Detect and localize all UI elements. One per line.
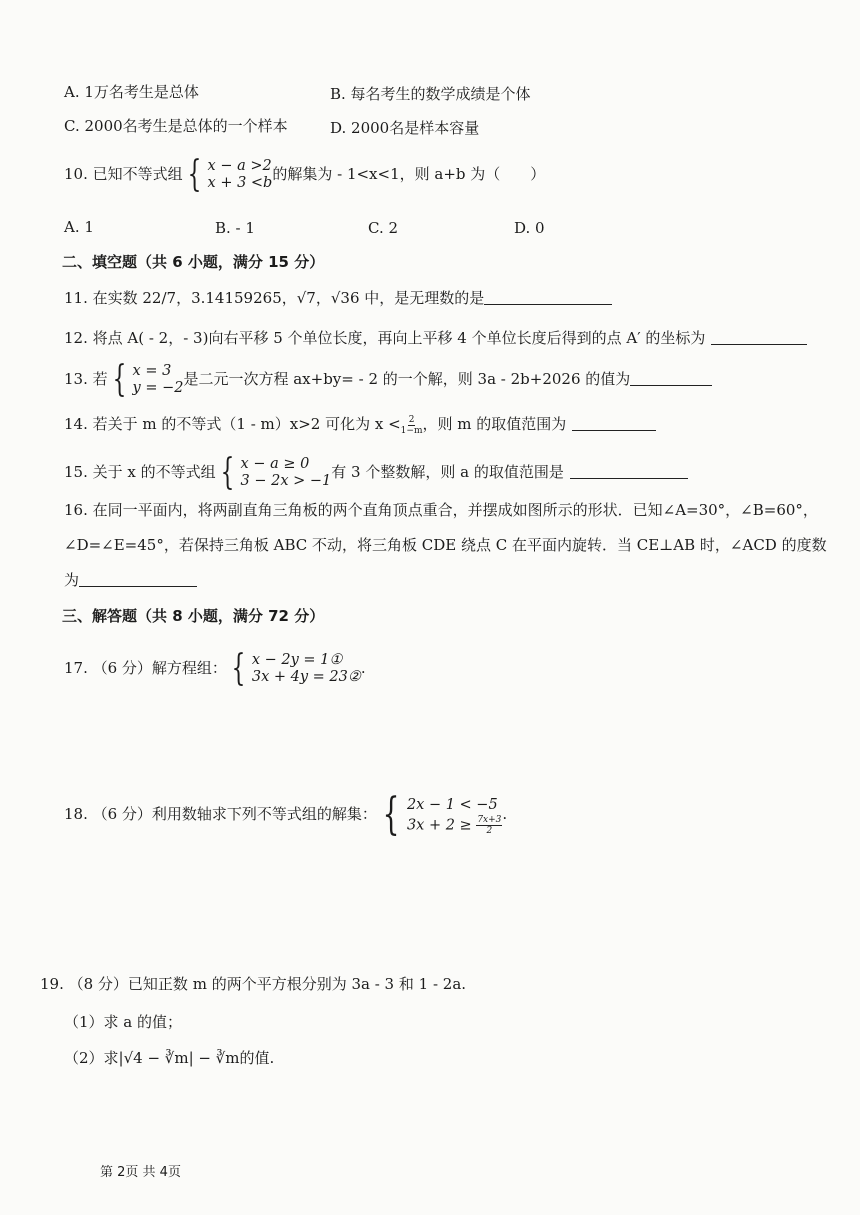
q12-answer-blank xyxy=(711,328,807,345)
q13-system xyxy=(108,359,184,400)
question-14 xyxy=(64,414,656,436)
q11-text: 11. 在实数 22/7，3.14159265，√7，√36 中，是无理数的是 xyxy=(64,289,485,307)
q15-suffix: 有 3 个整数解，则 a 的取值范围是 xyxy=(331,463,564,481)
question-13 xyxy=(64,360,712,398)
q18-row2-prefix: 3x + 2 ≥ xyxy=(406,817,472,833)
q12-text: 12. 将点 A( - 2，- 3)向右平移 5 个单位长度，再向上平移 4 个单位长度后得到的点 A′ 的坐标为 xyxy=(64,329,706,347)
q15-answer-blank xyxy=(570,462,688,479)
q18-denominator: 2 xyxy=(486,825,493,836)
q19-part2: （2）求|√4 − ∛m| − ∛m的值. xyxy=(64,1049,275,1067)
question-17 xyxy=(64,648,366,688)
q11-answer-blank xyxy=(484,288,612,305)
q18-suffix: . xyxy=(502,805,508,823)
q15-row2: 3 − 2x > −1 xyxy=(240,473,332,489)
q9-option-c: C. 2000名考生是总体的一个样本 xyxy=(64,117,288,135)
q10-row1: x − a >2 xyxy=(207,158,272,174)
q18-numerator: 7x+3 xyxy=(477,814,502,825)
q10-option-a: A. 1 xyxy=(64,218,94,236)
q13-answer-blank xyxy=(630,369,712,386)
q10-prefix: 10. 已知不等式组 xyxy=(64,165,183,183)
q10-option-d: D. 0 xyxy=(514,219,545,237)
q9-option-b: B. 每名考生的数学成绩是个体 xyxy=(330,85,531,103)
q19-stem: 19. （8 分）已知正数 m 的两个平方根分别为 3a - 3 和 1 - 2a. xyxy=(40,975,467,993)
q16-answer-blank xyxy=(79,570,197,587)
q14-denominator: 1−m xyxy=(400,425,423,436)
question-15 xyxy=(64,453,688,491)
question-18 xyxy=(64,789,508,840)
q10-row2: x + 3 <b xyxy=(207,175,273,191)
q15-row1: x − a ≥ 0 xyxy=(240,456,310,472)
q14-prefix: 14. 若关于 m 的不等式（1 - m）x>2 可化为 x < xyxy=(64,415,401,433)
question-16-answer xyxy=(64,570,197,590)
q17-prefix: 17. （6 分）解方程组： xyxy=(64,659,227,677)
left-brace-icon: { xyxy=(112,359,126,400)
q18-fraction xyxy=(476,815,502,836)
q17-suffix: . xyxy=(360,659,366,677)
q18-row1: 2x − 1 < −5 xyxy=(406,796,498,813)
left-brace-icon: { xyxy=(187,154,201,195)
q15-prefix: 15. 关于 x 的不等式组 xyxy=(64,463,216,481)
question-12 xyxy=(64,328,807,348)
question-10 xyxy=(64,155,545,193)
q14-fraction xyxy=(401,415,423,436)
q14-answer-blank xyxy=(572,414,656,431)
q17-system xyxy=(227,648,361,689)
q13-row1: x = 3 xyxy=(132,363,172,379)
q18-prefix: 18. （6 分）利用数轴求下列不等式组的解集： xyxy=(64,805,377,823)
q9-option-d: D. 2000名是样本容量 xyxy=(330,119,480,137)
q10-suffix: 的解集为 - 1<x<1，则 a+b 为（ ） xyxy=(272,165,546,183)
section-2-title: 二、填空题（共 6 小题，满分 15 分） xyxy=(62,253,325,271)
q18-system xyxy=(377,789,502,840)
q19-part1: （1）求 a 的值； xyxy=(64,1013,183,1031)
left-brace-icon: { xyxy=(220,452,234,493)
q10-option-b: B. - 1 xyxy=(215,219,255,237)
q13-suffix: 是二元一次方程 ax+by= - 2 的一个解，则 3a - 2b+2026 的值为 xyxy=(183,370,631,388)
q10-option-c: C. 2 xyxy=(368,219,399,237)
q16-line1: 16. 在同一平面内，将两副直角三角板的两个直角顶点重合，并摆成如图所示的形状．已知∠A=30°，∠B=60°， xyxy=(64,501,818,519)
q13-prefix: 13. 若 xyxy=(64,370,108,388)
section-3-title: 三、解答题（共 8 小题，满分 72 分） xyxy=(62,607,325,625)
q17-row2: 3x + 4y = 23② xyxy=(251,669,361,685)
q14-numerator: 2 xyxy=(408,414,415,425)
q17-row1: x − 2y = 1① xyxy=(251,652,343,668)
q13-row2: y = −2 xyxy=(132,380,184,396)
q10-system xyxy=(183,154,273,195)
left-brace-icon: { xyxy=(382,789,400,840)
left-brace-icon: { xyxy=(231,648,246,689)
question-11 xyxy=(64,288,612,308)
q16-line2: ∠D=∠E=45°，若保持三角板 ABC 不动，将三角板 CDE 绕点 C 在平面内旋转．当 CE⊥AB 时，∠ACD 的度数 xyxy=(64,536,827,554)
q15-system xyxy=(216,452,332,493)
q16-line3: 为 xyxy=(64,571,80,589)
q9-option-a: A. 1万名考生是总体 xyxy=(64,83,199,101)
q14-suffix: ，则 m 的取值范围为 xyxy=(422,415,567,433)
page-footer: 第 2页 共 4页 xyxy=(100,1165,181,1180)
